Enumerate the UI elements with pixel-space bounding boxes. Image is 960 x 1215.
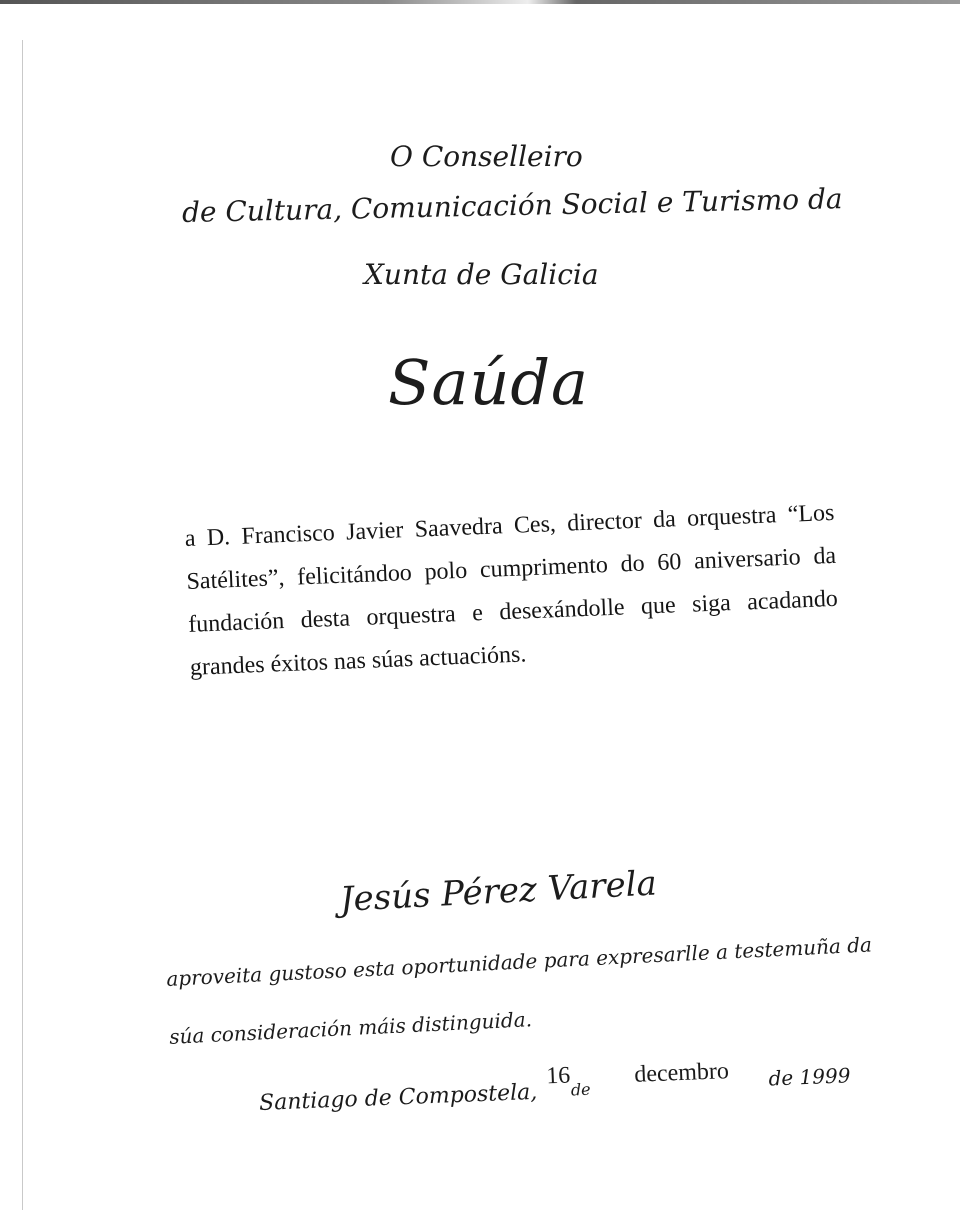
date-day: 16 — [545, 1062, 571, 1090]
closing-line-1: aproveita gustoso esta oportunidade para expresarlle a testemuña da — [165, 932, 873, 991]
header-line-xunta: Xunta de Galicia — [364, 258, 599, 291]
closing-text — [165, 916, 873, 1066]
scan-top-edge — [0, 0, 960, 4]
date-day-connector: de — [570, 1079, 591, 1100]
header-line-department: de Cultura, Comunicación Social e Turismo da — [181, 182, 843, 229]
header-line-conselleiro: O Conselleiro — [390, 140, 583, 173]
signature-name: Jesús Pérez Varela — [338, 863, 658, 920]
document-title: Saúda — [388, 346, 590, 419]
place-and-date — [258, 1051, 860, 1125]
place: Santiago de Compostela, — [258, 1079, 538, 1116]
closing-line-2: súa consideración máis distinguida. — [168, 1007, 533, 1049]
greeting-body: a D. Francisco Javier Saavedra Ces, director da orquestra “Los Satélites”, felicitándoo polo cumprimento do 60 aniversario da fundación desta orquestra e desexándolle que siga acadando grandes éxitos nas súas actuacións. — [184, 499, 839, 681]
scan-left-edge — [22, 40, 23, 1210]
date-month: decembro — [633, 1058, 730, 1088]
date-year: de 1999 — [768, 1063, 851, 1091]
